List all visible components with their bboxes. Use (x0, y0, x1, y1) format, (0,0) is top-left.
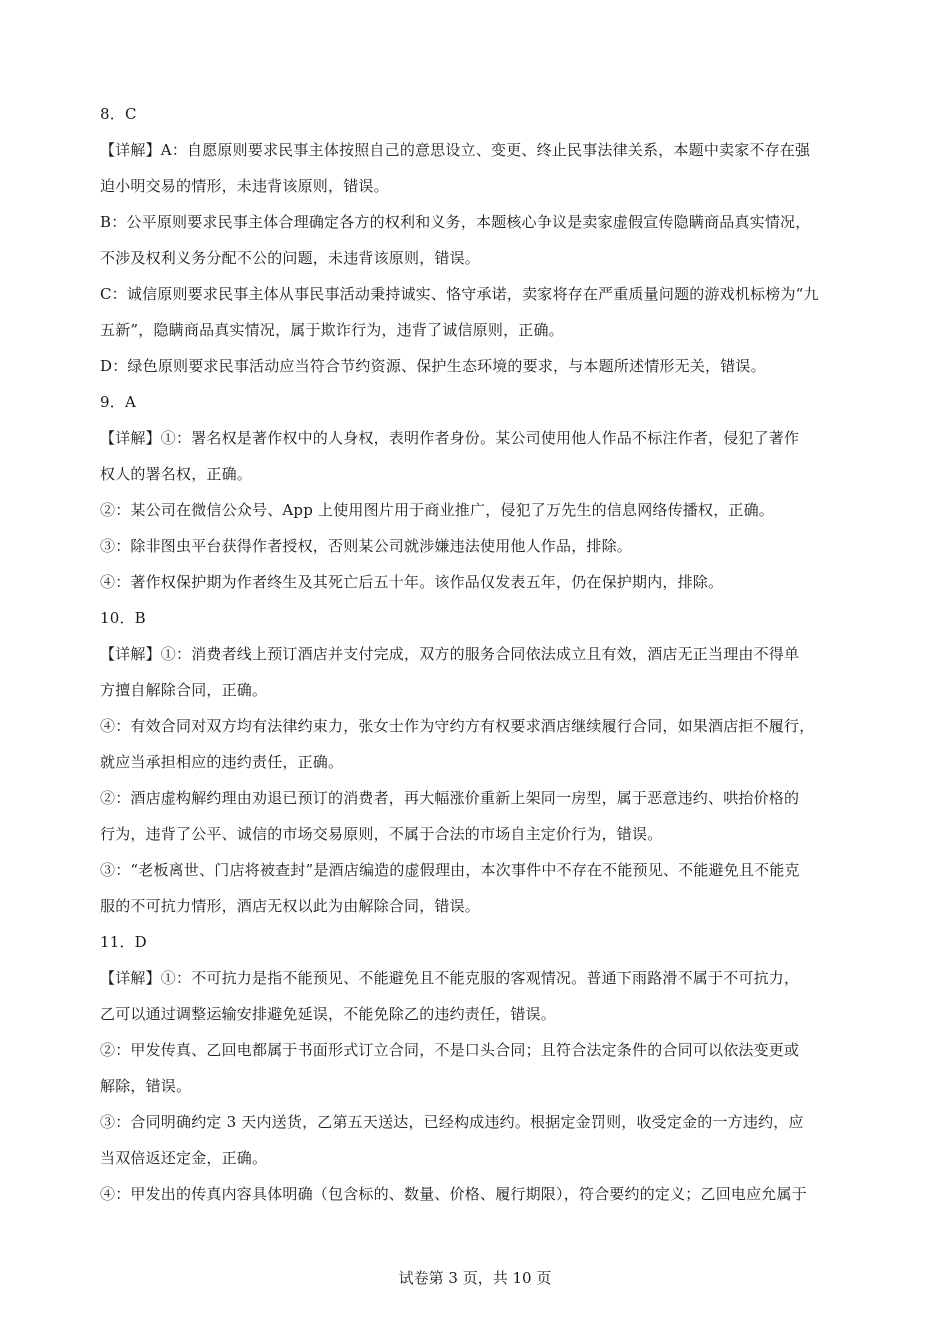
text-line: 服的不可抗力情形，酒店无权以此为由解除合同，错误。 (100, 897, 481, 915)
text-line: 方擅自解除合同，正确。 (100, 681, 268, 699)
text-line: ③：合同明确约定 3 天内送货，乙第五天送达，已经构成违约。根据定金罚则，收受定金的一方违约，应 (100, 1113, 804, 1131)
text-line: 乙可以通过调整运输安排避免延误，不能免除乙的违约责任，错误。 (100, 1005, 557, 1023)
text-line: D：绿色原则要求民事活动应当符合节约资源、保护生态环境的要求，与本题所述情形无关，错误。 (100, 357, 766, 375)
text-line: ④：甲发出的传真内容具体明确（包含标的、数量、价格、履行期限），符合要约的定义；乙回电应允属于 (100, 1185, 807, 1203)
text-line: 【详解】A：自愿原则要求民事主体按照自己的意思设立、变更、终止民事法律关系，本题中卖家不存在强 (100, 141, 811, 159)
text-line: 权人的署名权，正确。 (100, 465, 253, 483)
answer-heading: 9．A (100, 393, 136, 411)
text-line: ③：“老板离世、门店将被查封”是酒店编造的虚假理由，本次事件中不存在不能预见、不能避免且不能克 (100, 861, 800, 879)
text-line: 五新”，隐瞒商品真实情况，属于欺诈行为，违背了诚信原则，正确。 (100, 321, 564, 339)
text-line: ②：甲发传真、乙回电都属于书面形式订立合同，不是口头合同；且符合法定条件的合同可以依法变更或 (100, 1041, 800, 1059)
text-line: 就应当承担相应的违约责任，正确。 (100, 753, 344, 771)
text-line: 解除，错误。 (100, 1077, 192, 1095)
page-footer: 试卷第 3 页，共 10 页 (398, 1269, 552, 1287)
text-line: 【详解】①：消费者线上预订酒店并支付完成，双方的服务合同依法成立且有效，酒店无正当理由不得单 (100, 645, 800, 663)
text-line: ②：某公司在微信公众号、App 上使用图片用于商业推广，侵犯了万先生的信息网络传播权，正确。 (100, 501, 775, 519)
text-line: ④：有效合同对双方均有法律约束力，张女士作为守约方有权要求酒店继续履行合同，如果酒店拒不履行， (100, 717, 815, 735)
text-line: B：公平原则要求民事主体合理确定各方的权利和义务，本题核心争议是卖家虚假宣传隐瞒商品真实情况， (100, 213, 811, 231)
text-line: ④：著作权保护期为作者终生及其死亡后五十年。该作品仅发表五年，仍在保护期内，排除。 (100, 573, 724, 591)
text-line: ③：除非图虫平台获得作者授权，否则某公司就涉嫌违法使用他人作品，排除。 (100, 537, 633, 555)
answer-heading: 11．D (100, 933, 147, 951)
text-line: 不涉及权利义务分配不公的问题，未违背该原则，错误。 (100, 249, 481, 267)
answer-heading: 10．B (100, 609, 146, 627)
answer-explanations (100, 96, 860, 1212)
text-line: C：诚信原则要求民事主体从事民事活动秉持诚实、恪守承诺，卖家将存在严重质量问题的游戏机标榜为“九 (100, 285, 819, 303)
text-line: ②：酒店虚构解约理由劝退已预订的消费者，再大幅涨价重新上架同一房型，属于恶意违约、哄抬价格的 (100, 789, 800, 807)
text-line: 当双倍返还定金，正确。 (100, 1149, 268, 1167)
text-line: 行为，违背了公平、诚信的市场交易原则，不属于合法的市场自主定价行为，错误。 (100, 825, 663, 843)
text-line: 【详解】①：署名权是著作权中的人身权，表明作者身份。某公司使用他人作品不标注作者，侵犯了著作 (100, 429, 800, 447)
text-line: 【详解】①：不可抗力是指不能预见、不能避免且不能克服的客观情况。普通下雨路滑不属于不可抗力， (100, 969, 800, 987)
text-line: 迫小明交易的情形，未违背该原则，错误。 (100, 177, 389, 195)
answer-heading: 8．C (100, 105, 137, 123)
